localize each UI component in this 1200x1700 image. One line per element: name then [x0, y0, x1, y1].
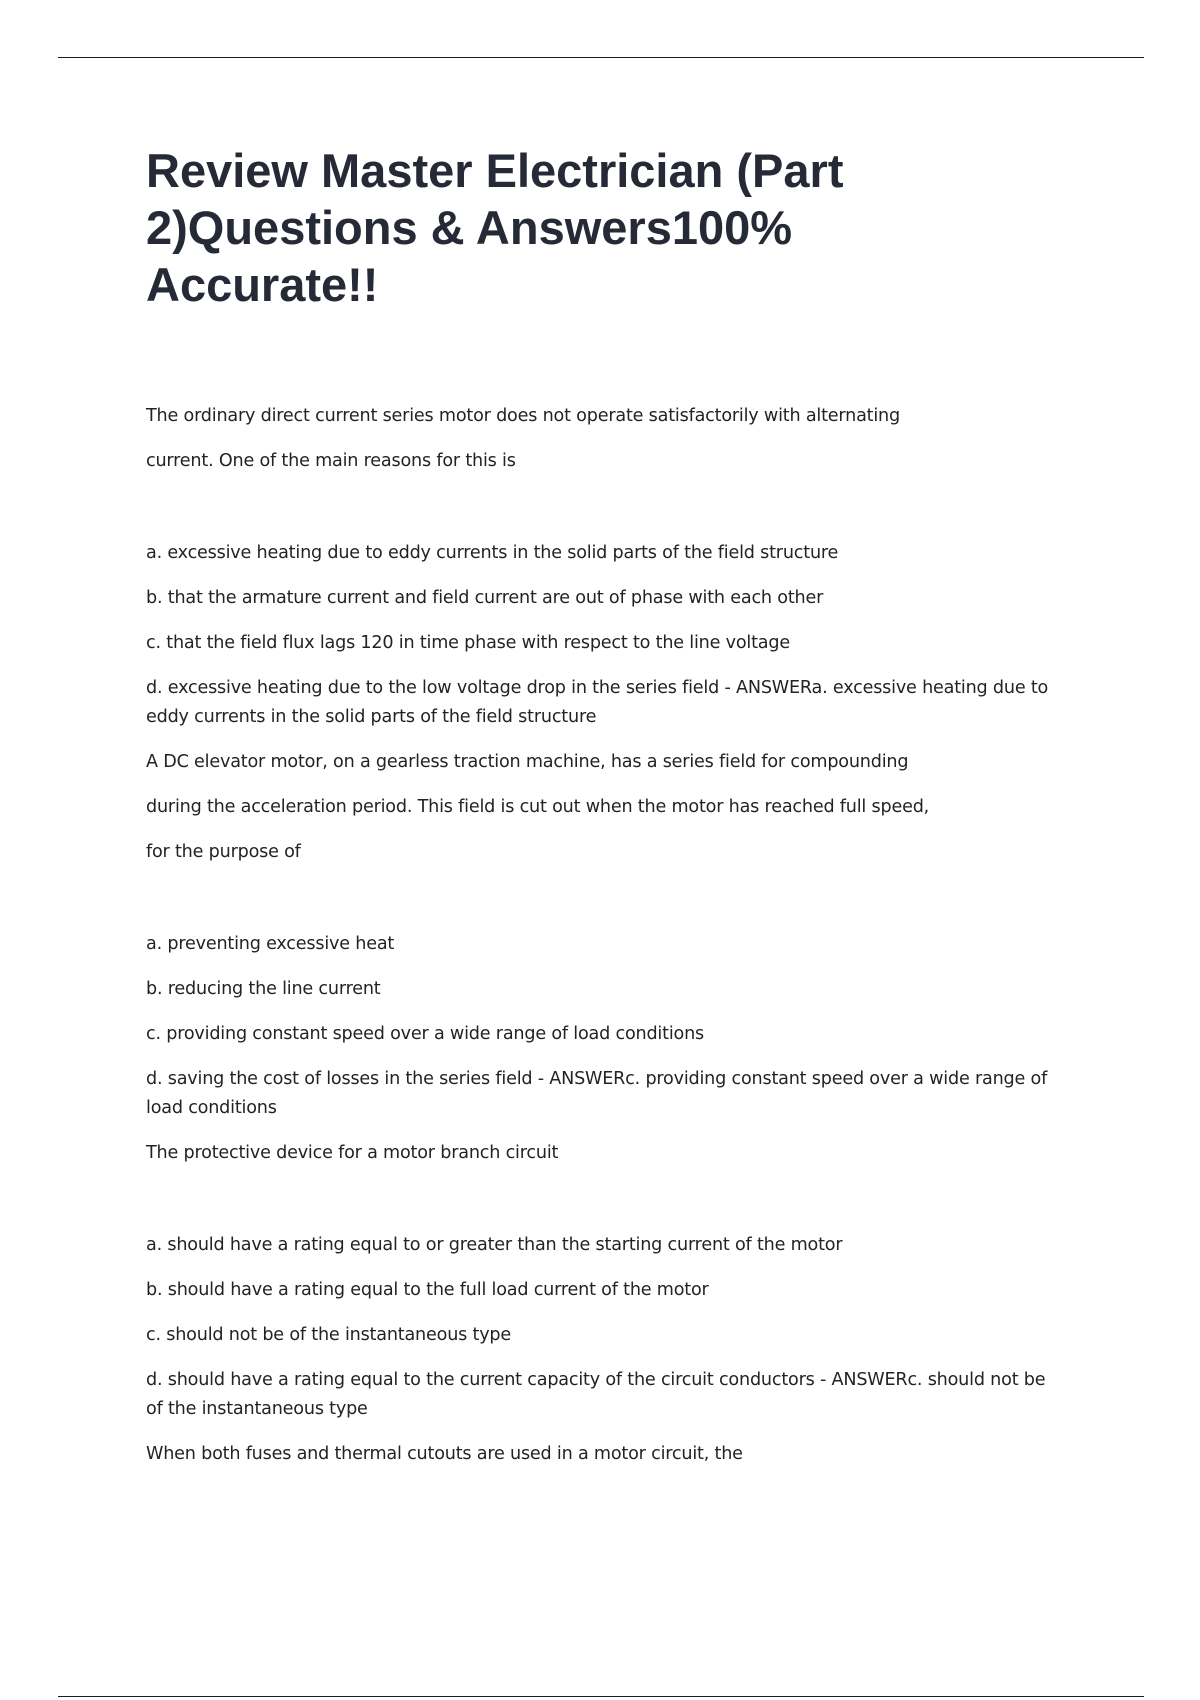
option-b: b. reducing the line current	[146, 979, 381, 999]
question-stem-line: The protective device for a motor branch circuit	[146, 1143, 559, 1163]
question-stem-line: When both fuses and thermal cutouts are used in a motor circuit, the	[146, 1444, 743, 1464]
option-c: c. should not be of the instantaneous type	[146, 1325, 512, 1345]
question-2	[146, 748, 1056, 1123]
option-d-with-answer: d. excessive heating due to the low voltage drop in the series field - ANSWERa. excessive heating due to eddy currents in the solid parts of the field structure	[146, 678, 1049, 727]
question-3	[146, 1139, 1056, 1424]
option-d-with-answer: d. should have a rating equal to the current capacity of the circuit conductors - ANSWERc. should not be of the instantaneous type	[146, 1370, 1046, 1419]
question-stem-line: current. One of the main reasons for this is	[146, 451, 516, 471]
question-1	[146, 402, 1056, 732]
option-a: a. should have a rating equal to or greater than the starting current of the motor	[146, 1235, 843, 1255]
document-body	[146, 402, 1056, 1485]
question-stem-line: A DC elevator motor, on a gearless traction machine, has a series field for compounding	[146, 752, 909, 772]
question-stem-line: during the acceleration period. This field is cut out when the motor has reached full speed,	[146, 797, 930, 817]
option-d-with-answer: d. saving the cost of losses in the series field - ANSWERc. providing constant speed over a wide range of load conditions	[146, 1069, 1048, 1118]
option-c: c. that the field flux lags 120 in time phase with respect to the line voltage	[146, 633, 790, 653]
document-title: Review Master Electrician (Part 2)Questions & Answers100% Accurate!!	[146, 144, 844, 311]
option-a: a. excessive heating due to eddy currents in the solid parts of the field structure	[146, 543, 839, 563]
question-stem-line: for the purpose of	[146, 842, 301, 862]
option-a: a. preventing excessive heat	[146, 934, 395, 954]
option-c: c. providing constant speed over a wide range of load conditions	[146, 1024, 704, 1044]
question-4	[146, 1440, 1056, 1485]
footer-rule	[58, 1696, 1144, 1697]
header-rule	[58, 57, 1144, 58]
option-b: b. should have a rating equal to the full load current of the motor	[146, 1280, 709, 1300]
question-stem-line: The ordinary direct current series motor does not operate satisfactorily with alternating	[146, 406, 900, 426]
option-b: b. that the armature current and field current are out of phase with each other	[146, 588, 824, 608]
